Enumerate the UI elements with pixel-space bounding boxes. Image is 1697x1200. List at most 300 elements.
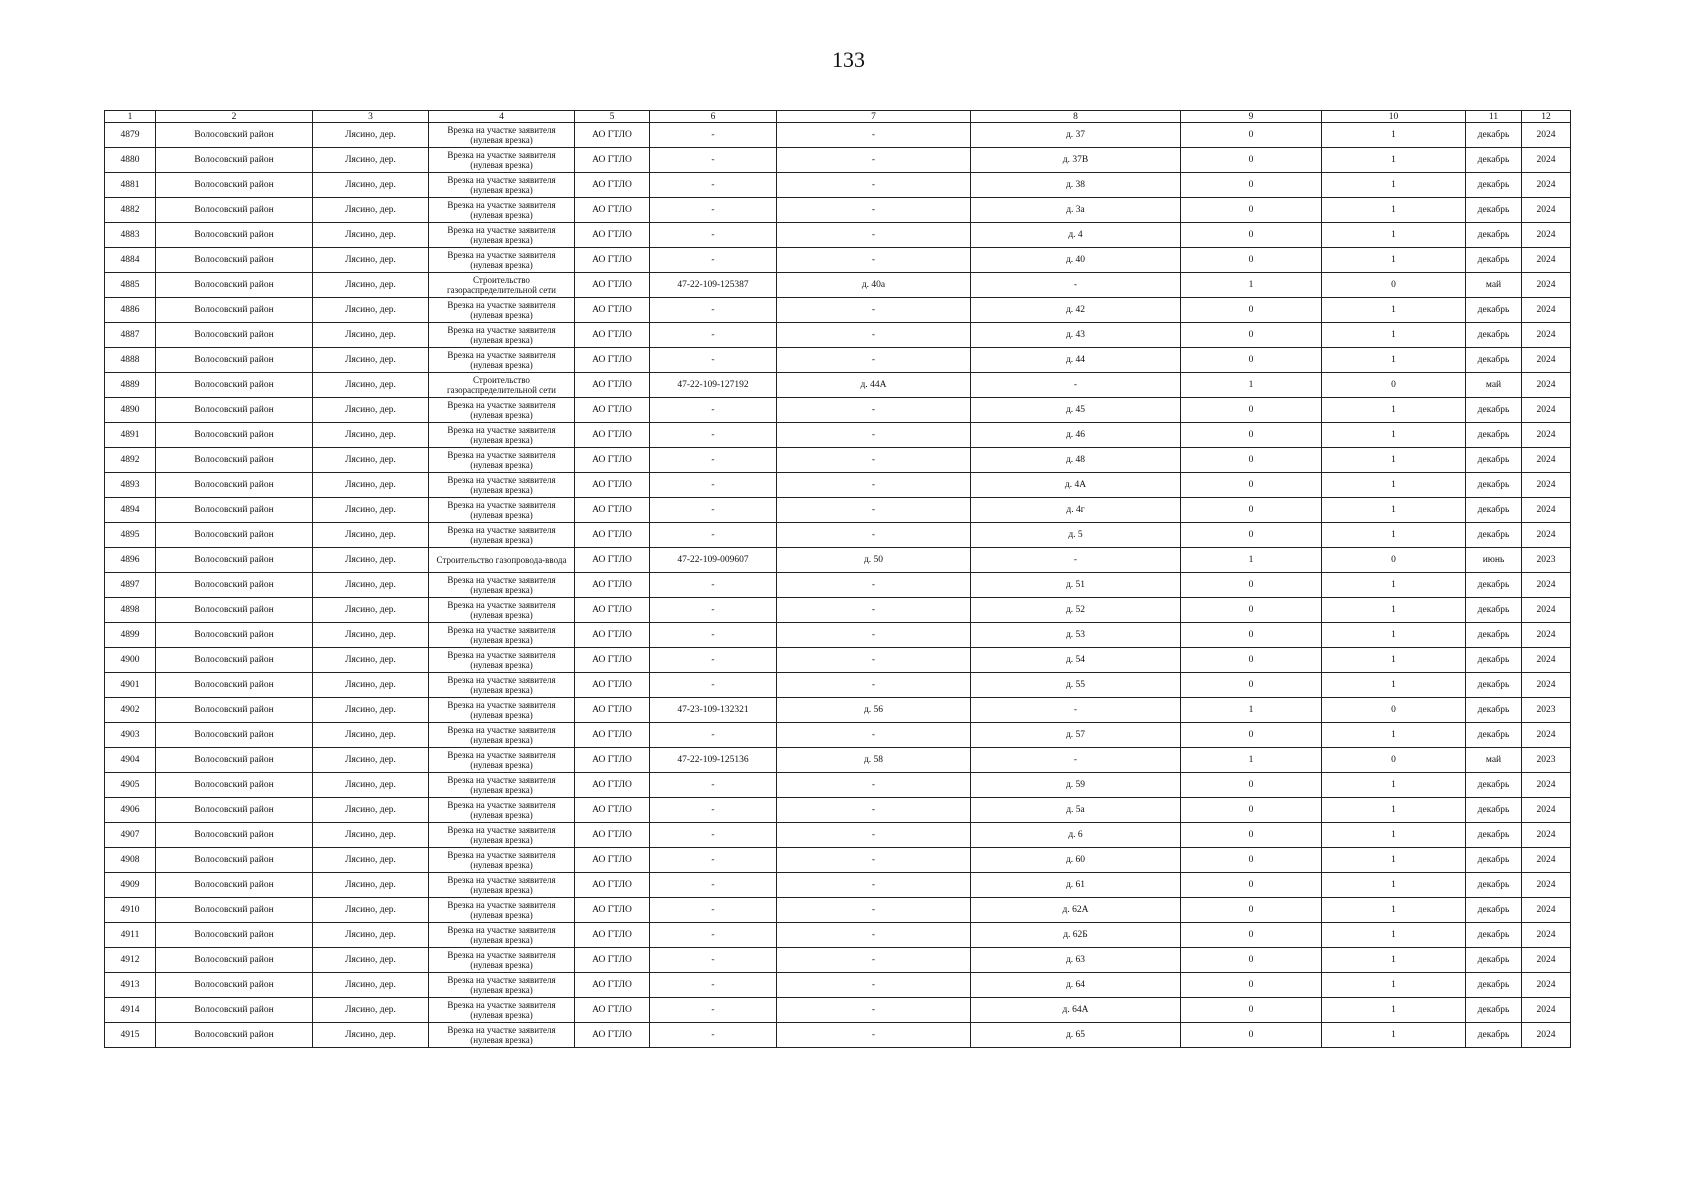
month-cell: декабрь xyxy=(1466,423,1522,448)
organization-cell: АО ГТЛО xyxy=(575,398,650,423)
house-address-cell: - xyxy=(971,748,1181,773)
row-number-cell: 4893 xyxy=(105,473,156,498)
locality-cell: Лясино, дер. xyxy=(313,573,429,598)
organization-cell: АО ГТЛО xyxy=(575,948,650,973)
table-row xyxy=(105,423,1571,448)
organization-cell: АО ГТЛО xyxy=(575,323,650,348)
work-type-cell: Врезка на участке заявителя (нулевая врезка) xyxy=(429,423,575,448)
table-row xyxy=(105,523,1571,548)
house-address-cell: д. 55 xyxy=(971,673,1181,698)
column-number-12: 12 xyxy=(1522,111,1571,123)
table-row xyxy=(105,573,1571,598)
value-col-9-cell: 0 xyxy=(1181,1023,1322,1048)
district-cell: Волосовский район xyxy=(156,298,313,323)
value-col-10-cell: 1 xyxy=(1322,298,1466,323)
contract-number-cell: - xyxy=(650,823,777,848)
district-cell: Волосовский район xyxy=(156,723,313,748)
contract-number-cell: - xyxy=(650,673,777,698)
month-cell: май xyxy=(1466,373,1522,398)
row-number-cell: 4915 xyxy=(105,1023,156,1048)
organization-cell: АО ГТЛО xyxy=(575,123,650,148)
row-number-cell: 4906 xyxy=(105,798,156,823)
table-row xyxy=(105,548,1571,573)
year-cell: 2024 xyxy=(1522,848,1571,873)
table-row xyxy=(105,498,1571,523)
house-address-cell: д. 37В xyxy=(971,148,1181,173)
month-cell: декабрь xyxy=(1466,848,1522,873)
value-col-10-cell: 1 xyxy=(1322,973,1466,998)
row-number-cell: 4896 xyxy=(105,548,156,573)
value-col-10-cell: 1 xyxy=(1322,623,1466,648)
house-address-cell: д. 51 xyxy=(971,573,1181,598)
district-cell: Волосовский район xyxy=(156,523,313,548)
locality-cell: Лясино, дер. xyxy=(313,173,429,198)
work-type-cell: Врезка на участке заявителя (нулевая врезка) xyxy=(429,848,575,873)
row-number-cell: 4880 xyxy=(105,148,156,173)
house-address-cell: д. 6 xyxy=(971,823,1181,848)
district-cell: Волосовский район xyxy=(156,148,313,173)
work-type-cell: Врезка на участке заявителя (нулевая врезка) xyxy=(429,773,575,798)
house-address-cell: д. 3а xyxy=(971,198,1181,223)
month-cell: декабрь xyxy=(1466,398,1522,423)
work-type-cell: Врезка на участке заявителя (нулевая врезка) xyxy=(429,173,575,198)
locality-cell: Лясино, дер. xyxy=(313,248,429,273)
month-cell: декабрь xyxy=(1466,973,1522,998)
value-col-9-cell: 0 xyxy=(1181,298,1322,323)
work-type-cell: Врезка на участке заявителя (нулевая врезка) xyxy=(429,873,575,898)
district-cell: Волосовский район xyxy=(156,698,313,723)
column-number-5: 5 xyxy=(575,111,650,123)
row-number-cell: 4887 xyxy=(105,323,156,348)
work-type-cell: Врезка на участке заявителя (нулевая врезка) xyxy=(429,598,575,623)
district-cell: Волосовский район xyxy=(156,373,313,398)
row-number-cell: 4911 xyxy=(105,923,156,948)
house-address-cell: д. 61 xyxy=(971,873,1181,898)
table-row xyxy=(105,948,1571,973)
work-type-cell: Строительство газопровода-ввода xyxy=(429,548,575,573)
row-number-cell: 4901 xyxy=(105,673,156,698)
month-cell: декабрь xyxy=(1466,298,1522,323)
district-cell: Волосовский район xyxy=(156,598,313,623)
house-address-cell: д. 5а xyxy=(971,798,1181,823)
month-cell: декабрь xyxy=(1466,798,1522,823)
table-row xyxy=(105,898,1571,923)
locality-cell: Лясино, дер. xyxy=(313,723,429,748)
value-col-10-cell: 1 xyxy=(1322,848,1466,873)
value-col-10-cell: 1 xyxy=(1322,498,1466,523)
work-type-cell: Строительство газораспределительной сети xyxy=(429,273,575,298)
district-cell: Волосовский район xyxy=(156,998,313,1023)
organization-cell: АО ГТЛО xyxy=(575,573,650,598)
work-type-cell: Врезка на участке заявителя (нулевая врезка) xyxy=(429,1023,575,1048)
value-col-10-cell: 1 xyxy=(1322,798,1466,823)
object-address-cell: д. 56 xyxy=(777,698,971,723)
year-cell: 2024 xyxy=(1522,798,1571,823)
value-col-9-cell: 0 xyxy=(1181,398,1322,423)
house-address-cell: д. 54 xyxy=(971,648,1181,673)
table-row xyxy=(105,848,1571,873)
value-col-9-cell: 0 xyxy=(1181,898,1322,923)
month-cell: декабрь xyxy=(1466,498,1522,523)
year-cell: 2024 xyxy=(1522,923,1571,948)
work-type-cell: Врезка на участке заявителя (нулевая врезка) xyxy=(429,723,575,748)
page-number: 133 xyxy=(832,47,865,72)
work-type-cell: Врезка на участке заявителя (нулевая врезка) xyxy=(429,198,575,223)
row-number-cell: 4908 xyxy=(105,848,156,873)
work-type-cell: Врезка на участке заявителя (нулевая врезка) xyxy=(429,673,575,698)
organization-cell: АО ГТЛО xyxy=(575,923,650,948)
month-cell: май xyxy=(1466,748,1522,773)
row-number-cell: 4894 xyxy=(105,498,156,523)
month-cell: декабрь xyxy=(1466,223,1522,248)
value-col-10-cell: 0 xyxy=(1322,748,1466,773)
month-cell: декабрь xyxy=(1466,648,1522,673)
object-address-cell: - xyxy=(777,723,971,748)
house-address-cell: д. 43 xyxy=(971,323,1181,348)
contract-number-cell: - xyxy=(650,798,777,823)
object-address-cell: - xyxy=(777,998,971,1023)
locality-cell: Лясино, дер. xyxy=(313,523,429,548)
organization-cell: АО ГТЛО xyxy=(575,748,650,773)
district-cell: Волосовский район xyxy=(156,198,313,223)
house-address-cell: д. 64 xyxy=(971,973,1181,998)
table-row xyxy=(105,823,1571,848)
object-address-cell: - xyxy=(777,448,971,473)
contract-number-cell: - xyxy=(650,848,777,873)
contract-number-cell: - xyxy=(650,298,777,323)
work-type-cell: Врезка на участке заявителя (нулевая врезка) xyxy=(429,998,575,1023)
table-row xyxy=(105,198,1571,223)
locality-cell: Лясино, дер. xyxy=(313,198,429,223)
value-col-9-cell: 1 xyxy=(1181,373,1322,398)
house-address-cell: д. 65 xyxy=(971,1023,1181,1048)
row-number-cell: 4910 xyxy=(105,898,156,923)
year-cell: 2024 xyxy=(1522,373,1571,398)
row-number-cell: 4883 xyxy=(105,223,156,248)
year-cell: 2024 xyxy=(1522,823,1571,848)
district-cell: Волосовский район xyxy=(156,223,313,248)
district-cell: Волосовский район xyxy=(156,498,313,523)
organization-cell: АО ГТЛО xyxy=(575,198,650,223)
month-cell: декабрь xyxy=(1466,873,1522,898)
contract-number-cell: 47-23-109-132321 xyxy=(650,698,777,723)
row-number-cell: 4892 xyxy=(105,448,156,473)
year-cell: 2024 xyxy=(1522,773,1571,798)
locality-cell: Лясино, дер. xyxy=(313,348,429,373)
organization-cell: АО ГТЛО xyxy=(575,848,650,873)
organization-cell: АО ГТЛО xyxy=(575,648,650,673)
value-col-9-cell: 1 xyxy=(1181,273,1322,298)
house-address-cell: д. 42 xyxy=(971,298,1181,323)
month-cell: декабрь xyxy=(1466,173,1522,198)
contract-number-cell: - xyxy=(650,473,777,498)
contract-number-cell: - xyxy=(650,648,777,673)
work-type-cell: Врезка на участке заявителя (нулевая врезка) xyxy=(429,823,575,848)
value-col-9-cell: 0 xyxy=(1181,198,1322,223)
row-number-cell: 4885 xyxy=(105,273,156,298)
object-address-cell: - xyxy=(777,848,971,873)
year-cell: 2024 xyxy=(1522,898,1571,923)
value-col-10-cell: 0 xyxy=(1322,373,1466,398)
locality-cell: Лясино, дер. xyxy=(313,148,429,173)
table-row xyxy=(105,348,1571,373)
locality-cell: Лясино, дер. xyxy=(313,923,429,948)
work-type-cell: Врезка на участке заявителя (нулевая врезка) xyxy=(429,973,575,998)
district-cell: Волосовский район xyxy=(156,623,313,648)
table-row xyxy=(105,598,1571,623)
value-col-9-cell: 0 xyxy=(1181,623,1322,648)
value-col-10-cell: 1 xyxy=(1322,148,1466,173)
column-number-10: 10 xyxy=(1322,111,1466,123)
row-number-cell: 4899 xyxy=(105,623,156,648)
object-address-cell: - xyxy=(777,673,971,698)
work-type-cell: Врезка на участке заявителя (нулевая врезка) xyxy=(429,498,575,523)
locality-cell: Лясино, дер. xyxy=(313,773,429,798)
work-type-cell: Строительство газораспределительной сети xyxy=(429,373,575,398)
district-cell: Волосовский район xyxy=(156,773,313,798)
district-cell: Волосовский район xyxy=(156,473,313,498)
value-col-10-cell: 1 xyxy=(1322,248,1466,273)
value-col-10-cell: 1 xyxy=(1322,773,1466,798)
house-address-cell: д. 46 xyxy=(971,423,1181,448)
object-address-cell: д. 44А xyxy=(777,373,971,398)
value-col-10-cell: 0 xyxy=(1322,273,1466,298)
year-cell: 2024 xyxy=(1522,498,1571,523)
contract-number-cell: - xyxy=(650,1023,777,1048)
value-col-9-cell: 0 xyxy=(1181,473,1322,498)
house-address-cell: д. 45 xyxy=(971,398,1181,423)
district-cell: Волосовский район xyxy=(156,273,313,298)
value-col-10-cell: 1 xyxy=(1322,173,1466,198)
work-type-cell: Врезка на участке заявителя (нулевая врезка) xyxy=(429,298,575,323)
value-col-9-cell: 0 xyxy=(1181,798,1322,823)
row-number-cell: 4882 xyxy=(105,198,156,223)
year-cell: 2023 xyxy=(1522,548,1571,573)
year-cell: 2024 xyxy=(1522,998,1571,1023)
organization-cell: АО ГТЛО xyxy=(575,698,650,723)
year-cell: 2023 xyxy=(1522,698,1571,723)
house-address-cell: д. 40 xyxy=(971,248,1181,273)
value-col-9-cell: 0 xyxy=(1181,223,1322,248)
table-row xyxy=(105,448,1571,473)
work-type-cell: Врезка на участке заявителя (нулевая врезка) xyxy=(429,323,575,348)
object-address-cell: - xyxy=(777,823,971,848)
house-address-cell: д. 62Б xyxy=(971,923,1181,948)
month-cell: декабрь xyxy=(1466,248,1522,273)
table-row xyxy=(105,223,1571,248)
contract-number-cell: - xyxy=(650,773,777,798)
table-row xyxy=(105,673,1571,698)
contract-number-cell: - xyxy=(650,423,777,448)
year-cell: 2024 xyxy=(1522,348,1571,373)
column-number-2: 2 xyxy=(156,111,313,123)
district-cell: Волосовский район xyxy=(156,798,313,823)
contract-number-cell: - xyxy=(650,198,777,223)
organization-cell: АО ГТЛО xyxy=(575,373,650,398)
year-cell: 2024 xyxy=(1522,473,1571,498)
table-row xyxy=(105,248,1571,273)
locality-cell: Лясино, дер. xyxy=(313,648,429,673)
contract-number-cell: - xyxy=(650,998,777,1023)
month-cell: декабрь xyxy=(1466,598,1522,623)
house-address-cell: д. 4 xyxy=(971,223,1181,248)
month-cell: декабрь xyxy=(1466,198,1522,223)
object-address-cell: - xyxy=(777,423,971,448)
year-cell: 2024 xyxy=(1522,1023,1571,1048)
column-number-11: 11 xyxy=(1466,111,1522,123)
table-row xyxy=(105,1023,1571,1048)
locality-cell: Лясино, дер. xyxy=(313,598,429,623)
district-cell: Волосовский район xyxy=(156,748,313,773)
table-row xyxy=(105,148,1571,173)
table-row xyxy=(105,773,1571,798)
work-type-cell: Врезка на участке заявителя (нулевая врезка) xyxy=(429,223,575,248)
district-cell: Волосовский район xyxy=(156,348,313,373)
year-cell: 2024 xyxy=(1522,423,1571,448)
district-cell: Волосовский район xyxy=(156,948,313,973)
contract-number-cell: - xyxy=(650,923,777,948)
locality-cell: Лясино, дер. xyxy=(313,273,429,298)
object-address-cell: - xyxy=(777,298,971,323)
month-cell: декабрь xyxy=(1466,948,1522,973)
locality-cell: Лясино, дер. xyxy=(313,123,429,148)
object-address-cell: - xyxy=(777,923,971,948)
table-row xyxy=(105,473,1571,498)
contract-number-cell: - xyxy=(650,323,777,348)
value-col-9-cell: 0 xyxy=(1181,923,1322,948)
district-cell: Волосовский район xyxy=(156,648,313,673)
house-address-cell: д. 60 xyxy=(971,848,1181,873)
column-number-4: 4 xyxy=(429,111,575,123)
district-cell: Волосовский район xyxy=(156,323,313,348)
locality-cell: Лясино, дер. xyxy=(313,998,429,1023)
year-cell: 2024 xyxy=(1522,248,1571,273)
table-row xyxy=(105,173,1571,198)
object-address-cell: д. 40а xyxy=(777,273,971,298)
organization-cell: АО ГТЛО xyxy=(575,523,650,548)
object-address-cell: - xyxy=(777,623,971,648)
house-address-cell: д. 57 xyxy=(971,723,1181,748)
table-row xyxy=(105,648,1571,673)
district-cell: Волосовский район xyxy=(156,673,313,698)
organization-cell: АО ГТЛО xyxy=(575,273,650,298)
value-col-9-cell: 0 xyxy=(1181,873,1322,898)
organization-cell: АО ГТЛО xyxy=(575,898,650,923)
value-col-10-cell: 1 xyxy=(1322,673,1466,698)
table-row xyxy=(105,398,1571,423)
table-row xyxy=(105,723,1571,748)
locality-cell: Лясино, дер. xyxy=(313,698,429,723)
table-row xyxy=(105,973,1571,998)
month-cell: декабрь xyxy=(1466,673,1522,698)
object-address-cell: - xyxy=(777,898,971,923)
object-address-cell: - xyxy=(777,173,971,198)
organization-cell: АО ГТЛО xyxy=(575,823,650,848)
object-address-cell: - xyxy=(777,648,971,673)
district-cell: Волосовский район xyxy=(156,248,313,273)
year-cell: 2024 xyxy=(1522,323,1571,348)
table-row xyxy=(105,273,1571,298)
row-number-cell: 4879 xyxy=(105,123,156,148)
month-cell: май xyxy=(1466,273,1522,298)
value-col-10-cell: 1 xyxy=(1322,998,1466,1023)
value-col-10-cell: 1 xyxy=(1322,448,1466,473)
year-cell: 2024 xyxy=(1522,973,1571,998)
house-address-cell: д. 62А xyxy=(971,898,1181,923)
month-cell: декабрь xyxy=(1466,323,1522,348)
contract-number-cell: 47-22-109-009607 xyxy=(650,548,777,573)
locality-cell: Лясино, дер. xyxy=(313,448,429,473)
contract-number-cell: - xyxy=(650,173,777,198)
organization-cell: АО ГТЛО xyxy=(575,623,650,648)
year-cell: 2024 xyxy=(1522,598,1571,623)
table-row xyxy=(105,873,1571,898)
work-type-cell: Врезка на участке заявителя (нулевая врезка) xyxy=(429,123,575,148)
house-address-cell: д. 38 xyxy=(971,173,1181,198)
organization-cell: АО ГТЛО xyxy=(575,423,650,448)
value-col-10-cell: 1 xyxy=(1322,723,1466,748)
row-number-cell: 4888 xyxy=(105,348,156,373)
month-cell: декабрь xyxy=(1466,698,1522,723)
organization-cell: АО ГТЛО xyxy=(575,223,650,248)
table-row xyxy=(105,748,1571,773)
object-address-cell: - xyxy=(777,973,971,998)
organization-cell: АО ГТЛО xyxy=(575,498,650,523)
column-number-3: 3 xyxy=(313,111,429,123)
year-cell: 2023 xyxy=(1522,748,1571,773)
value-col-9-cell: 0 xyxy=(1181,498,1322,523)
work-type-cell: Врезка на участке заявителя (нулевая врезка) xyxy=(429,398,575,423)
organization-cell: АО ГТЛО xyxy=(575,1023,650,1048)
row-number-cell: 4913 xyxy=(105,973,156,998)
value-col-9-cell: 0 xyxy=(1181,673,1322,698)
locality-cell: Лясино, дер. xyxy=(313,423,429,448)
column-number-9: 9 xyxy=(1181,111,1322,123)
table-header xyxy=(105,111,1571,123)
work-type-cell: Врезка на участке заявителя (нулевая врезка) xyxy=(429,798,575,823)
organization-cell: АО ГТЛО xyxy=(575,773,650,798)
object-address-cell: - xyxy=(777,598,971,623)
work-type-cell: Врезка на участке заявителя (нулевая врезка) xyxy=(429,748,575,773)
year-cell: 2024 xyxy=(1522,448,1571,473)
table-row xyxy=(105,998,1571,1023)
row-number-cell: 4884 xyxy=(105,248,156,273)
locality-cell: Лясино, дер. xyxy=(313,673,429,698)
house-address-cell: д. 64А xyxy=(971,998,1181,1023)
value-col-10-cell: 1 xyxy=(1322,473,1466,498)
house-address-cell: д. 5 xyxy=(971,523,1181,548)
value-col-10-cell: 1 xyxy=(1322,823,1466,848)
value-col-10-cell: 0 xyxy=(1322,698,1466,723)
value-col-9-cell: 0 xyxy=(1181,948,1322,973)
value-col-10-cell: 1 xyxy=(1322,423,1466,448)
month-cell: декабрь xyxy=(1466,123,1522,148)
month-cell: декабрь xyxy=(1466,1023,1522,1048)
work-type-cell: Врезка на участке заявителя (нулевая врезка) xyxy=(429,348,575,373)
district-cell: Волосовский район xyxy=(156,573,313,598)
value-col-9-cell: 0 xyxy=(1181,723,1322,748)
locality-cell: Лясино, дер. xyxy=(313,798,429,823)
table-row xyxy=(105,298,1571,323)
locality-cell: Лясино, дер. xyxy=(313,498,429,523)
district-cell: Волосовский район xyxy=(156,548,313,573)
month-cell: декабрь xyxy=(1466,573,1522,598)
work-type-cell: Врезка на участке заявителя (нулевая врезка) xyxy=(429,148,575,173)
organization-cell: АО ГТЛО xyxy=(575,148,650,173)
value-col-9-cell: 0 xyxy=(1181,248,1322,273)
organization-cell: АО ГТЛО xyxy=(575,448,650,473)
row-number-cell: 4898 xyxy=(105,598,156,623)
